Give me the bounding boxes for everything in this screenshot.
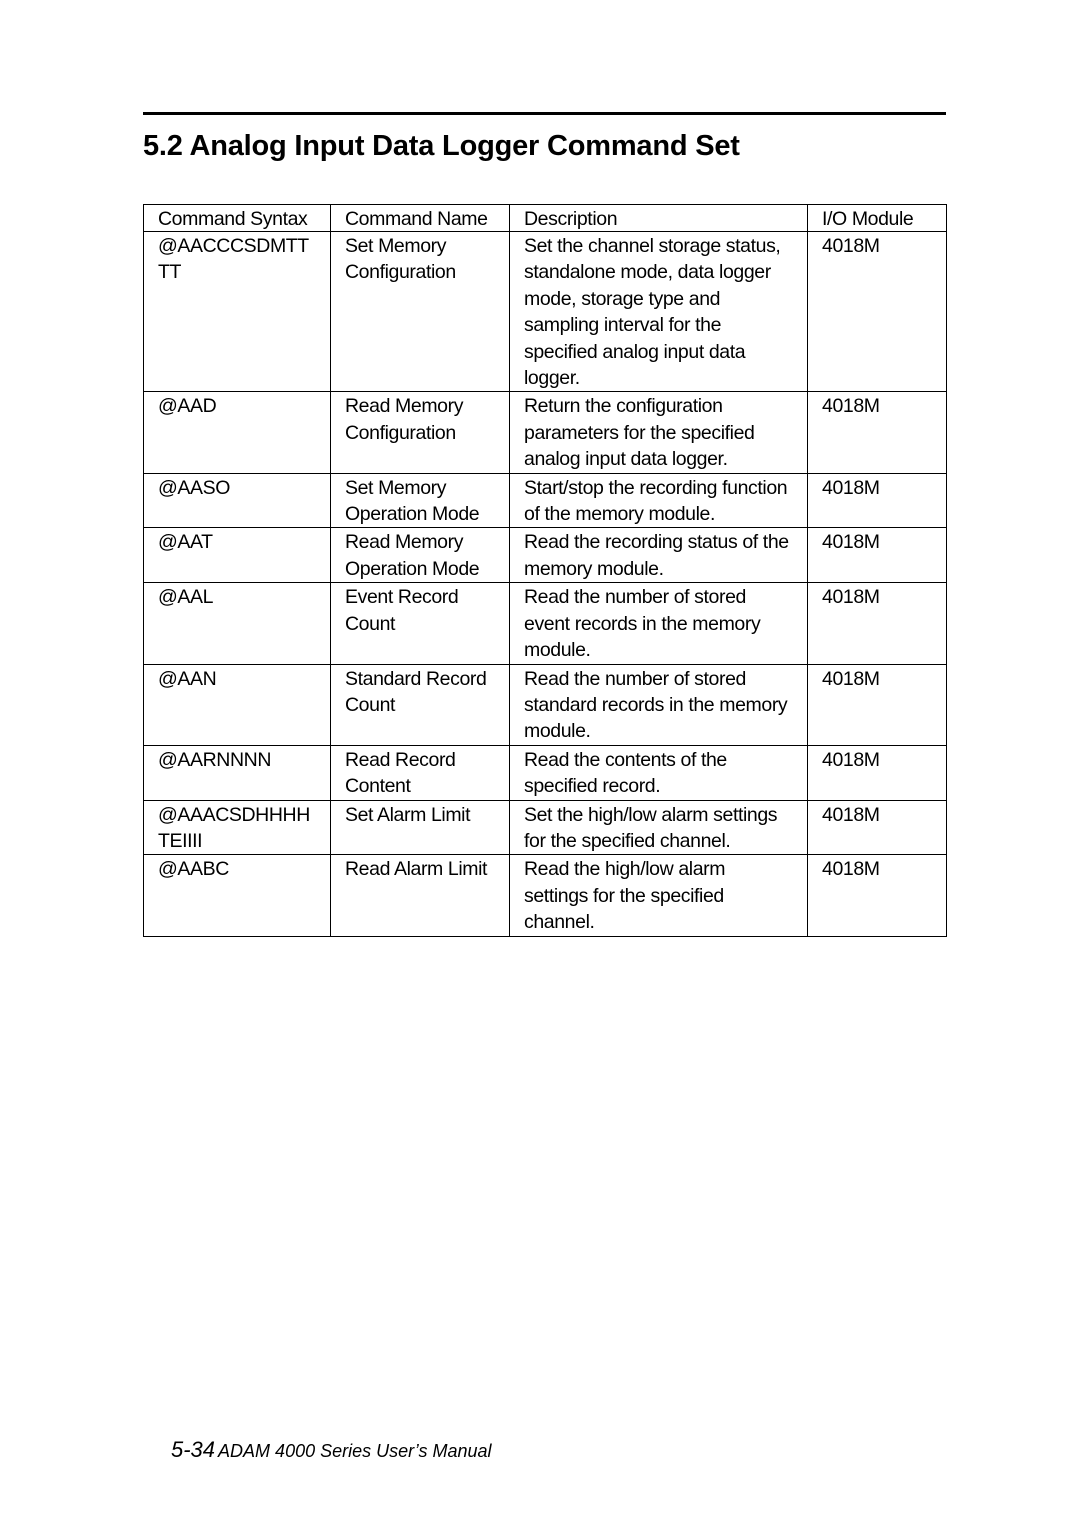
cell-description: Set the high/low alarm settings for the specified channel. xyxy=(510,800,808,855)
cell-command-syntax: @AACCCSDMTT TT xyxy=(144,232,331,392)
cell-io-module: 4018M xyxy=(808,800,947,855)
page-footer xyxy=(171,1437,492,1463)
cell-command-syntax: @AAN xyxy=(144,664,331,745)
cell-io-module: 4018M xyxy=(808,232,947,392)
table-row xyxy=(144,528,947,583)
command-table xyxy=(143,204,947,937)
cell-description: Read the recording status of the memory module. xyxy=(510,528,808,583)
page-title: 5.2 Analog Input Data Logger Command Set xyxy=(143,130,740,162)
cell-io-module: 4018M xyxy=(808,745,947,800)
cell-command-name: Set Memory Operation Mode xyxy=(331,473,510,528)
cell-command-syntax: @AABC xyxy=(144,855,331,936)
cell-command-syntax: @AAD xyxy=(144,392,331,473)
cell-command-name: Read Alarm Limit xyxy=(331,855,510,936)
table-row xyxy=(144,745,947,800)
table-row xyxy=(144,473,947,528)
cell-io-module: 4018M xyxy=(808,855,947,936)
cell-command-syntax: @AASO xyxy=(144,473,331,528)
cell-command-name: Read Memory Operation Mode xyxy=(331,528,510,583)
cell-io-module: 4018M xyxy=(808,528,947,583)
header-rule xyxy=(143,112,946,115)
cell-command-syntax: @AAL xyxy=(144,583,331,664)
cell-description: Return the configuration parameters for the specified analog input data logger. xyxy=(510,392,808,473)
cell-command-name: Read Memory Configuration xyxy=(331,392,510,473)
table-row xyxy=(144,855,947,936)
cell-description: Read the number of stored event records in the memory module. xyxy=(510,583,808,664)
cell-io-module: 4018M xyxy=(808,583,947,664)
cell-command-name: Set Alarm Limit xyxy=(331,800,510,855)
header-command-name: Command Name xyxy=(331,205,510,232)
table-row xyxy=(144,664,947,745)
cell-command-name: Standard Record Count xyxy=(331,664,510,745)
cell-description: Start/stop the recording function of the memory module. xyxy=(510,473,808,528)
cell-command-syntax: @AAACSDHHHH TEIIII xyxy=(144,800,331,855)
table-row xyxy=(144,232,947,392)
cell-command-syntax: @AARNNNN xyxy=(144,745,331,800)
cell-command-name: Event Record Count xyxy=(331,583,510,664)
cell-description: Read the contents of the specified record. xyxy=(510,745,808,800)
header-command-syntax: Command Syntax xyxy=(144,205,331,232)
header-io-module: I/O Module xyxy=(808,205,947,232)
cell-description: Set the channel storage status, standalone mode, data logger mode, storage type and sampling interval for the specified analog input data logger. xyxy=(510,232,808,392)
table-row xyxy=(144,583,947,664)
cell-description: Read the high/low alarm settings for the specified channel. xyxy=(510,855,808,936)
header-description: Description xyxy=(510,205,808,232)
cell-command-syntax: @AAT xyxy=(144,528,331,583)
cell-command-name: Read Record Content xyxy=(331,745,510,800)
page-number: 5-34 xyxy=(171,1437,216,1462)
cell-command-name: Set Memory Configuration xyxy=(331,232,510,392)
cell-io-module: 4018M xyxy=(808,392,947,473)
table-row xyxy=(144,800,947,855)
table-header-row xyxy=(144,205,947,232)
cell-description: Read the number of stored standard records in the memory module. xyxy=(510,664,808,745)
cell-io-module: 4018M xyxy=(808,473,947,528)
manual-title: ADAM 4000 Series User’s Manual xyxy=(218,1441,492,1461)
cell-io-module: 4018M xyxy=(808,664,947,745)
table-row xyxy=(144,392,947,473)
